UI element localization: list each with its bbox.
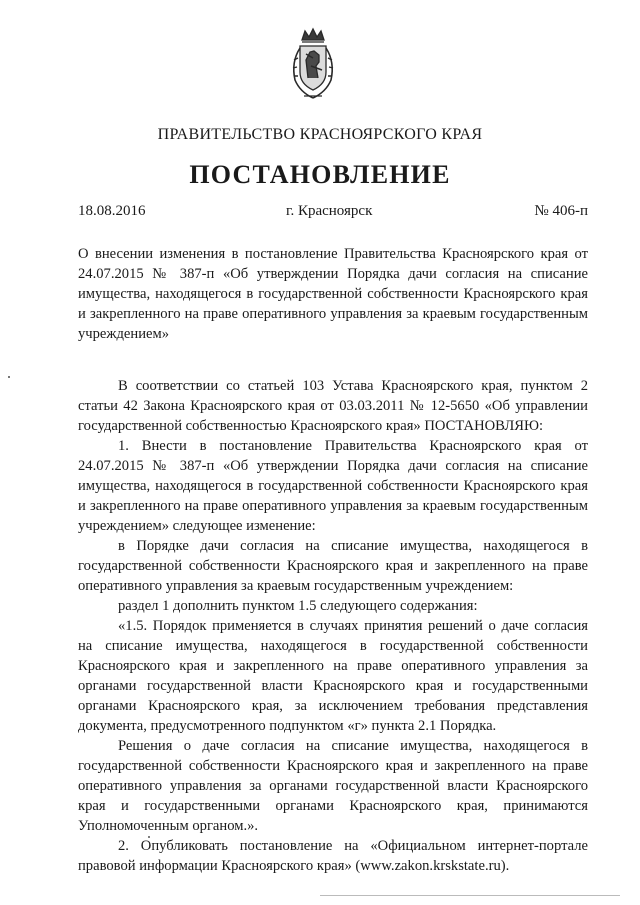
scan-edge-line — [320, 895, 620, 896]
document-meta-row — [78, 203, 588, 223]
document-city: г. Красноярск — [286, 203, 373, 219]
body-paragraph-item-2: 2. Опубликовать постановление на «Официальном интернет-портале правовой информации Красноярского края» (www.zakon.krskstate.ru). — [78, 838, 588, 874]
body-paragraph-preamble: В соответствии со статьей 103 Устава Красноярского края, пунктом 2 статьи 42 Закона Красноярского края от 03.03.2011 № 12-5650 «Об управлении государственной собственностью Красноярского края» ПОСТАНОВЛЯЮ: — [78, 378, 588, 434]
document-type-title: ПОСТАНОВЛЕНИЕ — [189, 160, 451, 189]
body-paragraph-item-1: 1. Внести в постановление Правительства Красноярского края от 24.07.2015 № 387-п «Об утверждении Порядка дачи согласия на списание имущества, находящегося в государственной собственности Красноярского края и закрепленного на праве оперативного управления за краевым государственным учреждением» следующее изменение: — [78, 438, 588, 534]
document-body — [78, 376, 588, 876]
government-title: ПРАВИТЕЛЬСТВО КРАСНОЯРСКОГО КРАЯ — [157, 126, 483, 143]
body-paragraph-decisions: Решения о даче согласия на списание имущества, находящегося в государственной собственности Красноярского края и закрепленного на праве оперативного управления за органами государственной власти Красноярского края и государственными органами Красноярского края, принимаются Уполномоченным органом.». — [78, 738, 588, 834]
document-date: 18.08.2016 — [78, 203, 146, 219]
body-paragraph-procedure: в Порядке дачи согласия на списание имущества, находящегося в государственной собственности Красноярского края и закрепленного на праве оперативного управления за краевым государственным учреждением: — [78, 538, 588, 594]
document-number: № 406-п — [534, 203, 588, 219]
body-paragraph-section: раздел 1 дополнить пунктом 1.5 следующего содержания: — [118, 598, 478, 614]
scan-speck — [8, 376, 10, 378]
document-subject: О внесении изменения в постановление Правительства Красноярского края от 24.07.2015 № 387-п «Об утверждении Порядка дачи согласия на списание имущества, находящегося в государственной собственности Красноярского края и закрепленного на праве оперативного управления за краевым государственным учреждением» — [78, 246, 588, 342]
body-paragraph-clause-1-5: «1.5. Порядок применяется в случаях принятия решений о даче согласия на списание имущества, находящегося в государственной собственности Красноярского края и закрепленного на праве оперативного управления за органами государственной власти Красноярского края и государственными органами Красноярского края, за исключением требования представления документа, предусмотренного подпунктом «г» пункта 2.1 Порядка. — [78, 618, 588, 734]
coat-of-arms-icon — [288, 26, 338, 102]
scan-dot — [148, 836, 150, 838]
